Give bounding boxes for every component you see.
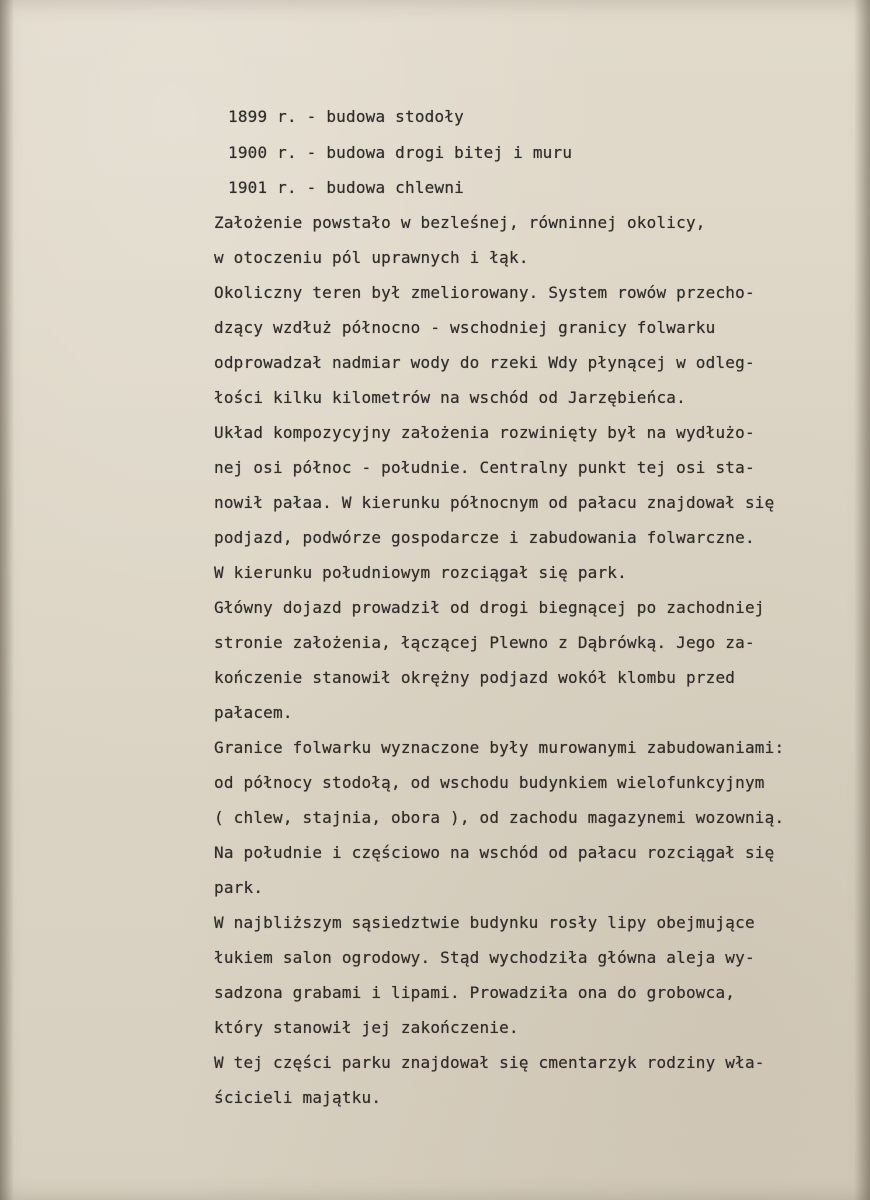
text-line: w otoczeniu pól uprawnych i łąk.: [214, 248, 529, 267]
text-line: sadzona grabami i lipami. Prowadziła ona do grobowca,: [214, 983, 736, 1002]
text-line: od północy stodołą, od wschodu budynkiem wielofunkcyjnym: [214, 773, 765, 792]
text-line: park.: [214, 878, 264, 897]
page-edge-shadow-right: [854, 0, 870, 1200]
text-line: Układ kompozycyjny założenia rozwinięty był na wydłużo-: [214, 423, 755, 442]
text-line: ( chlew, stajnia, obora ), od zachodu magazynemi wozownią.: [214, 808, 785, 827]
text-line: dzący wzdłuż północno - wschodniej granicy folwarku: [214, 318, 716, 337]
text-line: 1900 r. - budowa drogi bitej i muru: [228, 143, 573, 162]
text-line: nej osi północ - południe. Centralny punkt tej osi sta-: [214, 458, 755, 477]
text-line: 1901 r. - budowa chlewni: [228, 178, 464, 197]
text-line: stronie założenia, łączącej Plewno z Dąbrówką. Jego za-: [214, 633, 755, 652]
text-line: nowił pałaa. W kierunku północnym od pałacu znajdował się: [214, 493, 775, 512]
text-line: Okoliczny teren był zmeliorowany. System rowów przecho-: [214, 283, 755, 302]
text-line: łości kilku kilometrów na wschód od Jarzębieńca.: [214, 388, 686, 407]
text-line: kończenie stanowił okrężny podjazd wokół klombu przed: [214, 668, 736, 687]
text-line: W najbliższym sąsiedztwie budynku rosły lipy obejmujące: [214, 913, 755, 932]
text-line: pałacem.: [214, 703, 293, 722]
text-line: podjazd, podwórze gospodarcze i zabudowania folwarczne.: [214, 528, 755, 547]
text-line: odprowadzał nadmiar wody do rzeki Wdy płynącej w odleg-: [214, 353, 755, 372]
text-line: ścicieli majątku.: [214, 1088, 382, 1107]
page-edge-shadow-left: [0, 0, 14, 1200]
text-line: który stanowił jej zakończenie.: [214, 1018, 519, 1037]
text-line: Główny dojazd prowadził od drogi biegnącej po zachodniej: [214, 598, 765, 617]
text-line: Założenie powstało w bezleśnej, równinnej okolicy,: [214, 213, 706, 232]
text-line: Granice folwarku wyznaczone były murowanymi zabudowaniami:: [214, 738, 785, 757]
text-line: W tej części parku znajdował się cmentarzyk rodziny wła-: [214, 1053, 765, 1072]
text-line: W kierunku południowym rozciągał się park.: [214, 563, 627, 582]
text-line: łukiem salon ogrodowy. Stąd wychodziła główna aleja wy-: [214, 948, 755, 967]
text-line: 1899 r. - budowa stodoły: [228, 107, 464, 126]
text-line: Na południe i częściowo na wschód od pałacu rozciągał się: [214, 843, 775, 862]
